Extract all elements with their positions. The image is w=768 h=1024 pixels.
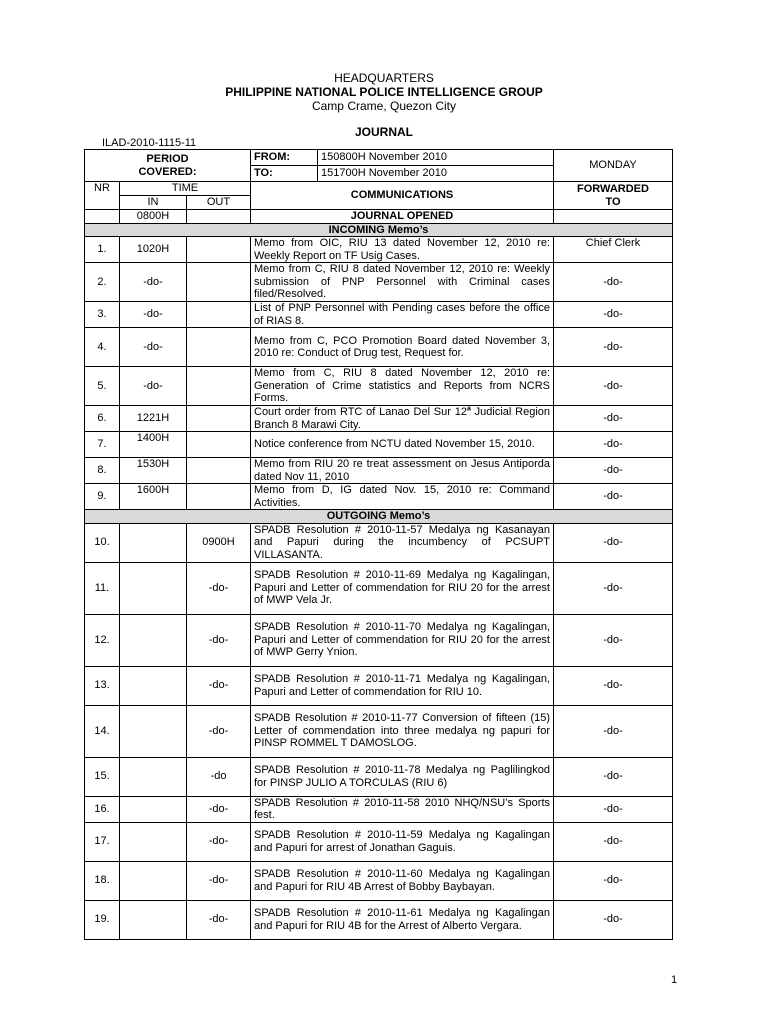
row-out-time: -do- [187,705,251,757]
row-communication: SPADB Resolution # 2010-11-58 2010 NHQ/NSU’s Sports fest. [251,796,554,822]
from-value: 150800H November 2010 [318,150,554,166]
row-communication: SPADB Resolution # 2010-11-78 Medalya ng Paglilingkod for PINSP JULIO A TORCULAS (RIU 6) [251,757,554,796]
row-forwarded: -do- [554,900,673,939]
table-row [85,861,673,900]
col-nr-header: NR [85,182,120,210]
row-in-time: -do- [120,367,187,406]
row-in-time: -do- [120,328,187,367]
row-nr: 15. [85,757,120,796]
row-nr: 10. [85,523,120,562]
row-in-time: 1530H [120,458,187,484]
row-forwarded: -do- [554,432,673,458]
row-nr: 19. [85,900,120,939]
row-forwarded: -do- [554,796,673,822]
table-row [85,458,673,484]
row-communication: Memo from C, PCO Promotion Board dated November 3, 2010 re: Conduct of Drug test, Request for. [251,328,554,367]
row-forwarded: -do- [554,562,673,614]
row-communication: Memo from OIC, RIU 13 dated November 12, 2010 re: Weekly Report on TF Usig Cases. [251,237,554,263]
row-nr: 13. [85,666,120,705]
table-row [85,614,673,666]
row-nr: 18. [85,861,120,900]
row-in-time [120,523,187,562]
row-in-time [120,614,187,666]
row-nr: 5. [85,367,120,406]
row-in-time: -do- [120,263,187,302]
table-row [85,484,673,510]
row-out-time: -do- [187,666,251,705]
row-forwarded: Chief Clerk [554,237,673,263]
table-row [85,900,673,939]
row-forwarded: -do- [554,861,673,900]
row-communication: SPADB Resolution # 2010-11-59 Medalya ng Kagalingan and Papuri for arrest of Jonathan Gaguis. [251,822,554,861]
col-forwarded-header: FORWARDED TO [554,182,673,210]
row-in-time [120,757,187,796]
row-in-time [120,562,187,614]
row-out-time [187,406,251,432]
row-out-time [187,458,251,484]
row-communication: Memo from D, IG dated Nov. 15, 2010 re: Command Activities. [251,484,554,510]
page-title: JOURNAL [354,125,413,139]
row-out-time [187,328,251,367]
row-out-time [187,263,251,302]
row-communication: SPADB Resolution # 2010-11-61 Medalya ng Kagalingan and Papuri for RIU 4B for the Arrest of Alberto Vergara. [251,900,554,939]
row-communication: Memo from RIU 20 re treat assessment on Jesus Antiporda dated Nov 11, 2010 [251,458,554,484]
journal-opened-row [85,210,673,224]
incoming-section-row [85,223,673,237]
row-in-time: 1400H [120,432,187,458]
row-nr: 14. [85,705,120,757]
row-communication: Memo from C, RIU 8 dated November 12, 2010 re: Weekly submission of PNP Personnel with Criminal cases filed/Resolved. [251,263,554,302]
row-in-time [120,666,187,705]
row-communication: SPADB Resolution # 2010-11-77 Conversion of fifteen (15) Letter of commendation into three medalya ng papuri for PINSP ROMMEL T DAMOSLOG. [251,705,554,757]
row-forwarded: -do- [554,523,673,562]
row-nr: 7. [85,432,120,458]
row-forwarded: -do- [554,302,673,328]
page-number: 1 [671,974,678,986]
row-forwarded: -do- [554,458,673,484]
row-in-time: 1221H [120,406,187,432]
row-nr: 11. [85,562,120,614]
row-communication: Notice conference from NCTU dated November 15, 2010. [251,432,554,458]
table-row [85,523,673,562]
to-label: TO: [251,166,318,182]
row-out-time [187,237,251,263]
table-row [85,705,673,757]
row-forwarded: -do- [554,484,673,510]
table-row [85,237,673,263]
incoming-section-label: INCOMING Memo’s [85,223,673,237]
to-value: 151700H November 2010 [318,166,554,182]
row-in-time [120,861,187,900]
table-row [85,757,673,796]
row-nr: 1. [85,237,120,263]
row-in-time [120,900,187,939]
journal-table [84,149,673,940]
col-out-header: OUT [187,196,251,210]
row-out-time [187,367,251,406]
table-row [85,432,673,458]
row-in-time [120,796,187,822]
row-in-time: 1600H [120,484,187,510]
row-out-time: 0900H [187,523,251,562]
row-communication: List of PNP Personnel with Pending cases before the office of RIAS 8. [251,302,554,328]
table-row [85,796,673,822]
row-out-time: -do [187,757,251,796]
row-in-time [120,822,187,861]
row-communication: SPADB Resolution # 2010-11-60 Medalya ng Kagalingan and Papuri for RIU 4B Arrest of Bobby Baybayan. [251,861,554,900]
row-communication: SPADB Resolution # 2010-11-57 Medalya ng Kasanayan and Papuri during the incumbency of PCSUPT VILLASANTA. [251,523,554,562]
from-label: FROM: [251,150,318,166]
row-nr: 17. [85,822,120,861]
document-id: ILAD-2010-1115-11 [102,137,197,149]
row-in-time [120,705,187,757]
col-in-header: IN [120,196,187,210]
opened-time: 0800H [120,210,187,224]
row-nr: 6. [85,406,120,432]
header-location: Camp Crame, Quezon City [311,99,457,113]
col-communications-header: COMMUNICATIONS [251,182,554,210]
row-forwarded: -do- [554,705,673,757]
period-covered-label: PERIOD COVERED: [85,150,251,182]
row-forwarded: -do- [554,822,673,861]
table-row [85,822,673,861]
table-row [85,263,673,302]
row-in-time: 1020H [120,237,187,263]
row-forwarded: -do- [554,757,673,796]
row-forwarded: -do- [554,666,673,705]
row-forwarded: -do- [554,367,673,406]
row-nr: 12. [85,614,120,666]
row-nr: 16. [85,796,120,822]
table-row [85,406,673,432]
row-out-time: -do- [187,614,251,666]
row-nr: 4. [85,328,120,367]
col-time-header: TIME [120,182,251,196]
row-out-time [187,484,251,510]
row-out-time: -do- [187,900,251,939]
journal-opened-label: JOURNAL OPENED [251,210,554,224]
table-row [85,367,673,406]
table-row [85,302,673,328]
row-out-time: -do- [187,822,251,861]
outgoing-section-row [85,510,673,524]
row-out-time [187,302,251,328]
row-forwarded: -do- [554,406,673,432]
row-out-time: -do- [187,861,251,900]
row-nr: 9. [85,484,120,510]
row-communication: Court order from RTC of Lanao Del Sur 12$^a$ Judicial Region Branch 8 Marawi City. [251,406,554,432]
row-communication: SPADB Resolution # 2010-11-71 Medalya ng Kagalingan, Papuri and Letter of commendation for RIU 10. [251,666,554,705]
row-forwarded: -do- [554,614,673,666]
row-nr: 8. [85,458,120,484]
table-row [85,666,673,705]
outgoing-section-label: OUTGOING Memo’s [85,510,673,524]
row-forwarded: -do- [554,328,673,367]
row-out-time: -do- [187,562,251,614]
row-nr: 2. [85,263,120,302]
row-communication: SPADB Resolution # 2010-11-70 Medalya ng Kagalingan, Papuri and Letter of commendation for RIU 20 for the arrest of MWP Gerry Ynion. [251,614,554,666]
table-row [85,328,673,367]
day-label: MONDAY [554,150,673,182]
header-org-name: PHILIPPINE NATIONAL POLICE INTELLIGENCE GROUP [225,85,543,99]
row-forwarded: -do- [554,263,673,302]
table-row [85,562,673,614]
header-headquarters: HEADQUARTERS [334,71,434,85]
row-communication: Memo from C, RIU 8 dated November 12, 2010 re: Generation of Crime statistics and Reports from NCRS Forms. [251,367,554,406]
row-out-time [187,432,251,458]
row-communication: SPADB Resolution # 2010-11-69 Medalya ng Kagalingan, Papuri and Letter of commendation for RIU 20 for the arrest of MWP Vela Jr. [251,562,554,614]
row-nr: 3. [85,302,120,328]
row-in-time: -do- [120,302,187,328]
row-out-time: -do- [187,796,251,822]
